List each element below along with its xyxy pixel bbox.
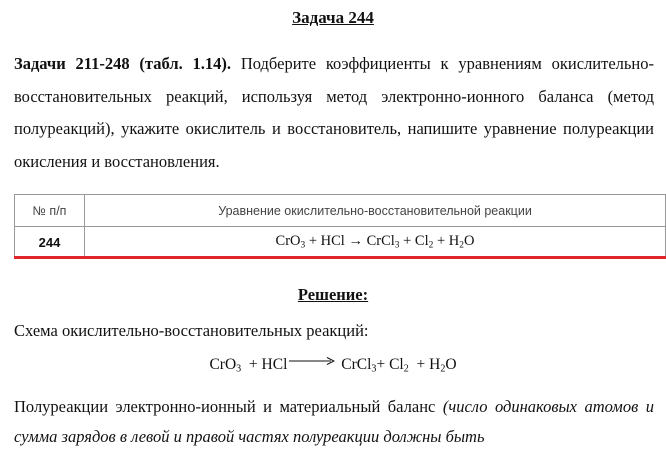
scheme-caption: Схема окислительно-восстановительных реакций: <box>14 321 369 340</box>
task-title: Задача 244 <box>292 8 374 27</box>
long-arrow-icon <box>289 357 335 365</box>
solution-heading: Решение: <box>297 285 369 304</box>
col-equation-header: Уравнение окислительно-восстановительной реакции <box>85 195 666 227</box>
reaction-arrow-icon: → <box>348 233 363 250</box>
reaction-equation: CrO$_3$ + HCl → CrCl$_3$ + $Cl_2 + H_2O$ <box>85 227 666 258</box>
table-row <box>15 227 666 258</box>
reaction-scheme: CrO$_3$ + HCl CrCl$_3$+ $Cl_2 + H_2O$ <box>209 356 457 375</box>
col-number-header: № п/п <box>15 195 85 227</box>
reaction-table <box>14 194 666 258</box>
table-header-row <box>15 195 666 227</box>
half-reactions-note: (число одинаковых атомов и сумма зарядов в левой и правой частях полуреакции должны быть <box>14 397 654 446</box>
task-description <box>14 48 654 178</box>
accent-divider <box>14 256 666 259</box>
half-reactions-paragraph: Полуреакции электронно-ионный и материальный баланс (число одинаковых атомов и сумма зарядов в левой и правой частях полуреакции должны быть <box>14 397 654 446</box>
row-number: 244 <box>15 227 85 258</box>
task-reference: Задачи 211-248 (табл. 1.14). <box>14 54 232 73</box>
task-text: Подберите коэффициенты к уравнениям окислительно-восстановительных реакций, используя метод электронно-ионного баланса (метод полуреакций), укажите окислитель и восстановитель, напишите уравнение полуреакции окисления и восстановления. <box>14 54 655 171</box>
